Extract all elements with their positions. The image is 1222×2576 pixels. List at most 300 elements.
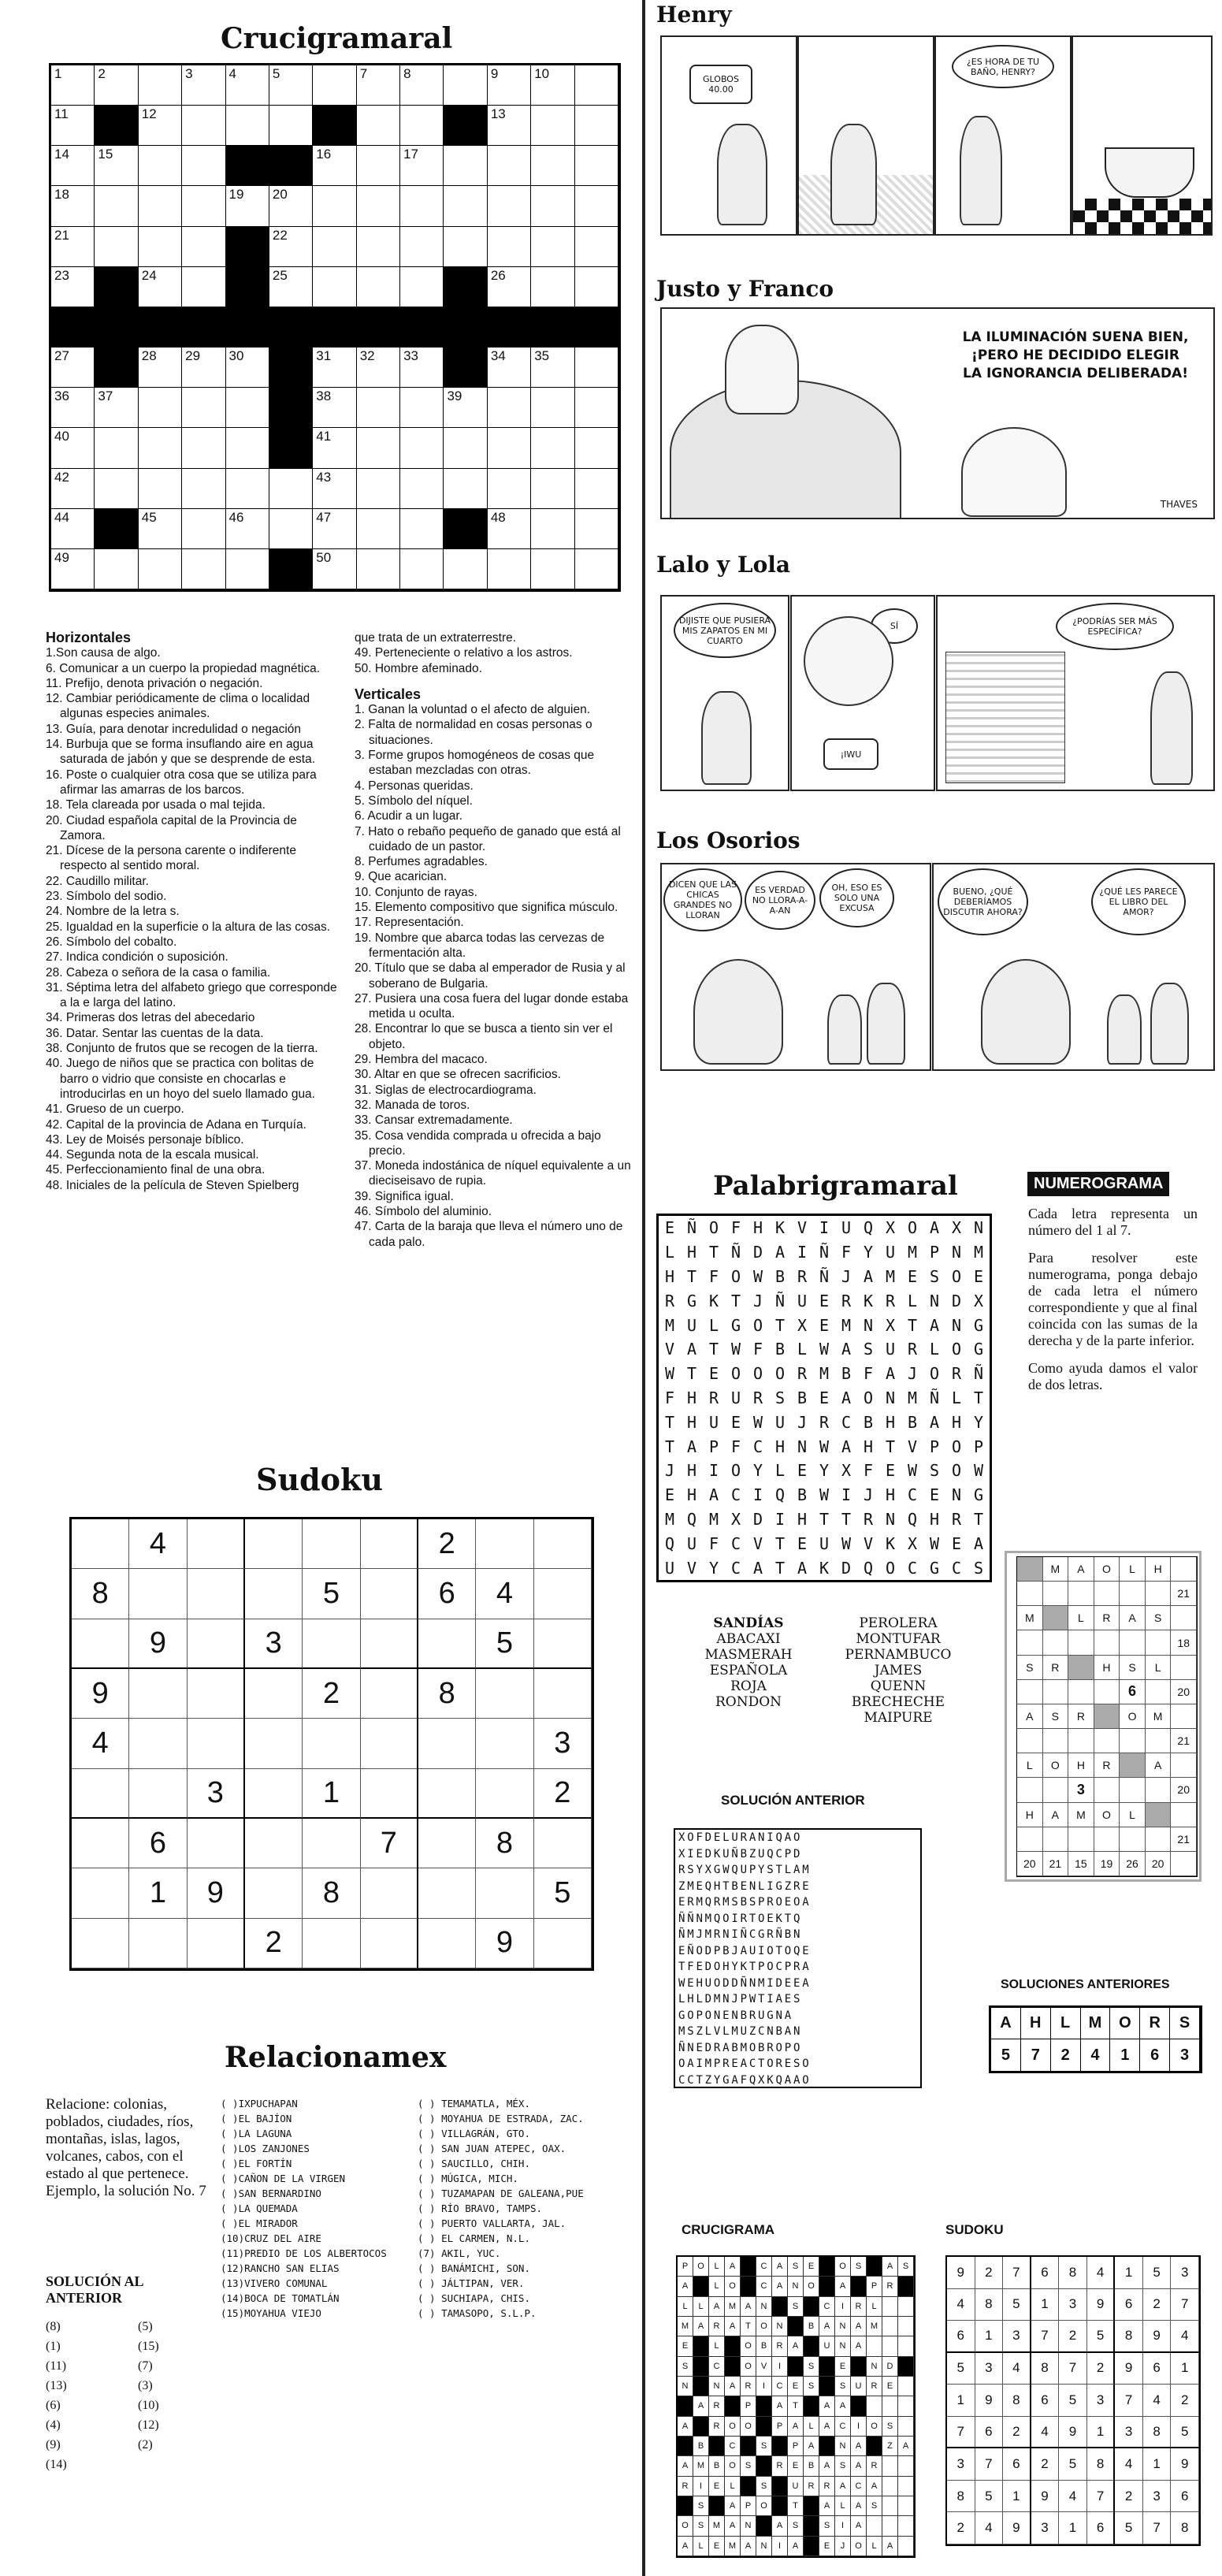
wordsearch-letter[interactable]: X [951,1218,962,1238]
sudoku-cell[interactable] [361,1669,418,1719]
wordsearch-letter[interactable]: T [664,1437,675,1456]
numerograma-cell[interactable]: L [1120,1557,1146,1582]
wordsearch-letter[interactable]: R [664,1291,675,1310]
numerograma-cell[interactable]: A [1068,1557,1094,1582]
wordsearch-letter[interactable]: C [730,1485,741,1505]
wordsearch-letter[interactable]: E [973,1266,984,1286]
numerograma-cell[interactable] [1017,1778,1043,1802]
crossword-cell[interactable] [488,267,531,307]
wordsearch-letter[interactable]: A [929,1412,940,1432]
sudoku-cell[interactable] [534,1669,592,1719]
crossword-cell[interactable] [488,186,531,226]
numerograma-cell[interactable]: L [1017,1753,1043,1778]
sudoku-cell[interactable] [129,1569,187,1619]
numerograma-cell[interactable] [1094,1630,1120,1655]
crossword-cell[interactable] [531,509,574,549]
crossword-cell[interactable] [139,428,182,468]
wordsearch-letter[interactable]: E [819,1315,830,1335]
crossword-cell[interactable] [313,65,356,106]
wordsearch-letter[interactable]: E [885,1461,896,1481]
wordsearch-letter[interactable]: F [730,1437,741,1456]
wordsearch-letter[interactable]: W [907,1461,918,1481]
sudoku-cell[interactable] [534,1819,592,1868]
sudoku-cell[interactable] [129,1719,187,1768]
crossword-cell[interactable] [51,348,95,388]
sudoku-cell[interactable] [361,1719,418,1768]
crossword-cell[interactable] [95,186,138,226]
wordsearch-letter[interactable]: C [907,1558,918,1578]
wordsearch-letter[interactable]: B [797,1485,808,1505]
wordsearch-letter[interactable]: H [686,1485,697,1505]
sudoku-cell[interactable] [129,1919,187,1968]
wordsearch-letter[interactable]: I [797,1243,808,1262]
wordsearch-letter[interactable]: A [774,1243,786,1262]
sudoku-cell[interactable] [303,1619,360,1669]
numerograma-cell[interactable] [1120,1753,1146,1778]
crossword-cell[interactable] [488,227,531,267]
wordsearch-letter[interactable]: K [885,1533,896,1553]
crossword-cell[interactable] [575,348,618,388]
wordsearch-letter[interactable]: X [907,1533,918,1553]
wordsearch-letter[interactable]: U [819,1533,830,1553]
sudoku-cell[interactable] [72,1919,129,1968]
crossword-cell[interactable] [357,469,400,509]
sudoku-cell[interactable] [245,1819,303,1868]
crossword-cell[interactable] [51,428,95,468]
sudoku-cell[interactable] [72,1769,129,1819]
wordsearch-letter[interactable]: T [973,1388,984,1407]
crossword-cell[interactable] [357,388,400,428]
wordsearch-letter[interactable]: S [929,1266,940,1286]
crossword-cell[interactable] [400,65,444,106]
sudoku-cell[interactable] [534,1619,592,1669]
sudoku-cell[interactable] [188,1669,245,1719]
wordsearch-letter[interactable]: M [708,1509,719,1529]
wordsearch-letter[interactable]: R [907,1340,918,1359]
wordsearch-letter[interactable]: T [664,1412,675,1432]
wordsearch-letter[interactable]: O [951,1461,962,1481]
wordsearch-letter[interactable]: A [752,1558,763,1578]
crossword-cell[interactable] [269,469,313,509]
wordsearch-letter[interactable]: E [819,1291,830,1310]
wordsearch-letter[interactable]: O [730,1364,741,1384]
wordsearch-letter[interactable]: Y [708,1558,719,1578]
wordsearch-letter[interactable]: O [951,1437,962,1456]
wordsearch-letter[interactable]: I [774,1509,786,1529]
wordsearch-letter[interactable]: F [863,1364,874,1384]
crossword-cell[interactable] [531,106,574,146]
wordsearch-letter[interactable]: H [863,1437,874,1456]
crossword-cell[interactable] [531,227,574,267]
wordsearch-letter[interactable]: R [951,1364,962,1384]
wordsearch-letter[interactable]: V [907,1437,918,1456]
crossword-cell[interactable] [357,227,400,267]
wordsearch-letter[interactable]: Q [686,1509,697,1529]
crossword-cell[interactable] [313,186,356,226]
crossword-cell[interactable] [182,348,225,388]
wordsearch-letter[interactable]: F [841,1243,852,1262]
crossword-cell[interactable] [531,348,574,388]
wordsearch-letter[interactable]: O [730,1461,741,1481]
sudoku-cell[interactable] [245,1868,303,1918]
wordsearch-letter[interactable]: M [664,1315,675,1335]
numerograma-cell[interactable] [1146,1729,1172,1753]
wordsearch-letter[interactable]: D [841,1558,852,1578]
wordsearch-letter[interactable]: H [686,1461,697,1481]
crossword-cell[interactable] [51,267,95,307]
wordsearch-letter[interactable]: C [951,1558,962,1578]
wordsearch-letter[interactable]: M [907,1388,918,1407]
sudoku-cell[interactable] [476,1868,533,1918]
wordsearch-letter[interactable]: M [885,1266,896,1286]
numerograma-cell[interactable]: H [1068,1753,1094,1778]
numerograma-cell[interactable]: H [1017,1803,1043,1827]
crossword-cell[interactable] [51,388,95,428]
crossword-cell[interactable] [182,186,225,226]
crossword-cell[interactable] [313,549,356,589]
sudoku-cell[interactable] [476,1769,533,1819]
wordsearch-letter[interactable]: O [907,1218,918,1238]
numerograma-cell[interactable]: M [1043,1557,1069,1582]
sudoku-cell[interactable] [188,1619,245,1669]
wordsearch-letter[interactable]: F [664,1388,675,1407]
crossword-cell[interactable] [575,388,618,428]
crossword-cell[interactable] [95,428,138,468]
crossword-cell[interactable] [226,388,269,428]
wordsearch-letter[interactable]: V [664,1340,675,1359]
wordsearch-letter[interactable]: R [797,1266,808,1286]
wordsearch-letter[interactable]: T [686,1266,697,1286]
sudoku-cell[interactable] [418,1919,476,1968]
numerograma-cell[interactable] [1043,1630,1069,1655]
numerograma-cell[interactable]: L [1146,1656,1172,1680]
wordsearch-letter[interactable]: T [708,1243,719,1262]
crossword-cell[interactable] [313,509,356,549]
wordsearch-letter[interactable]: R [708,1388,719,1407]
wordsearch-letter[interactable]: E [730,1412,741,1432]
crossword-cell[interactable] [400,267,444,307]
crossword-cell[interactable] [226,106,269,146]
sudoku-cell[interactable] [245,1519,303,1569]
numerograma-cell[interactable] [1094,1680,1120,1704]
numerograma-cell[interactable] [1146,1582,1172,1606]
wordsearch-letter[interactable]: L [774,1461,786,1481]
wordsearch-letter[interactable]: T [819,1509,830,1529]
crossword-cell[interactable] [531,146,574,186]
numerograma-cell[interactable]: S [1043,1704,1069,1729]
numerograma-cell[interactable]: M [1146,1704,1172,1729]
wordsearch-letter[interactable]: V [752,1533,763,1553]
wordsearch-letter[interactable]: H [797,1509,808,1529]
crossword-cell[interactable] [139,549,182,589]
wordsearch-letter[interactable]: C [752,1437,763,1456]
crossword-cell[interactable] [575,65,618,106]
sudoku-cell[interactable] [245,1569,303,1619]
crossword-cell[interactable] [313,227,356,267]
wordsearch-letter[interactable]: L [907,1291,918,1310]
crossword-cell[interactable] [400,348,444,388]
numerograma-cell[interactable] [1120,1582,1146,1606]
wordsearch-letter[interactable]: V [686,1558,697,1578]
numerograma-cell[interactable] [1043,1778,1069,1802]
wordsearch-letter[interactable]: Ñ [774,1291,786,1310]
wordsearch-letter[interactable]: K [819,1558,830,1578]
wordsearch-letter[interactable]: Ñ [686,1218,697,1238]
crossword-cell[interactable] [226,186,269,226]
wordsearch-letter[interactable]: L [951,1388,962,1407]
wordsearch-letter[interactable]: N [885,1509,896,1529]
wordsearch-letter[interactable]: T [774,1533,786,1553]
crossword-cell[interactable] [139,348,182,388]
wordsearch-letter[interactable]: J [907,1364,918,1384]
wordsearch-letter[interactable]: V [863,1533,874,1553]
sudoku-cell[interactable] [418,1719,476,1768]
crossword-cell[interactable] [400,227,444,267]
wordsearch-letter[interactable]: A [863,1266,874,1286]
wordsearch-letter[interactable]: W [929,1533,940,1553]
crossword-cell[interactable] [488,348,531,388]
wordsearch-letter[interactable]: H [929,1509,940,1529]
numerograma-cell[interactable]: M [1017,1606,1043,1630]
crossword-cell[interactable] [444,549,487,589]
wordsearch-letter[interactable]: N [951,1243,962,1262]
wordsearch-letter[interactable]: U [885,1340,896,1359]
crossword-cell[interactable] [488,509,531,549]
wordsearch-letter[interactable]: U [774,1412,786,1432]
wordsearch-letter[interactable]: T [774,1558,786,1578]
sudoku-cell[interactable] [361,1769,418,1819]
wordsearch-letter[interactable]: D [951,1291,962,1310]
wordsearch-letter[interactable]: A [841,1388,852,1407]
crossword-cell[interactable] [226,348,269,388]
numerograma-cell[interactable]: R [1068,1704,1094,1729]
wordsearch-letter[interactable]: T [730,1291,741,1310]
sudoku-cell[interactable] [361,1569,418,1619]
numerograma-cell[interactable]: S [1017,1656,1043,1680]
crossword-cell[interactable] [95,146,138,186]
wordsearch-letter[interactable]: F [708,1533,719,1553]
wordsearch-letter[interactable]: J [664,1461,675,1481]
crossword-cell[interactable] [182,65,225,106]
numerograma-cell[interactable] [1094,1827,1120,1852]
wordsearch-letter[interactable]: O [774,1364,786,1384]
crossword-cell[interactable] [51,549,95,589]
crossword-cell[interactable] [139,146,182,186]
wordsearch-letter[interactable]: R [863,1509,874,1529]
wordsearch-letter[interactable]: H [686,1243,697,1262]
sudoku-cell[interactable] [72,1519,129,1569]
crossword-cell[interactable] [95,227,138,267]
crossword-cell[interactable] [182,509,225,549]
sudoku-cell[interactable] [245,1769,303,1819]
numerograma-cell[interactable]: A [1043,1803,1069,1827]
wordsearch-letter[interactable]: Y [973,1412,984,1432]
sudoku-cell[interactable] [188,1819,245,1868]
crossword-cell[interactable] [182,267,225,307]
wordsearch-letter[interactable]: H [951,1412,962,1432]
crossword-cell[interactable] [444,186,487,226]
numerograma-cell[interactable]: S [1120,1656,1146,1680]
numerograma-cell[interactable]: O [1094,1803,1120,1827]
crossword-cell[interactable] [531,388,574,428]
wordsearch-letter[interactable]: O [752,1315,763,1335]
numerograma-cell[interactable]: S [1146,1606,1172,1630]
crossword-cell[interactable] [531,65,574,106]
wordsearch-letter[interactable]: O [951,1340,962,1359]
wordsearch-letter[interactable]: I [708,1461,719,1481]
crossword-cell[interactable] [51,106,95,146]
wordsearch-letter[interactable]: F [730,1218,741,1238]
crossword-cell[interactable] [357,267,400,307]
wordsearch-letter[interactable]: H [774,1437,786,1456]
wordsearch-letter[interactable]: E [907,1266,918,1286]
crossword-cell[interactable] [139,65,182,106]
wordsearch-letter[interactable]: Ñ [929,1388,940,1407]
wordsearch-letter[interactable]: X [885,1218,896,1238]
crossword-cell[interactable] [531,428,574,468]
sudoku-cell[interactable] [418,1619,476,1669]
crossword-cell[interactable] [95,469,138,509]
sudoku-cell[interactable] [303,1519,360,1569]
wordsearch-letter[interactable]: U [730,1388,741,1407]
wordsearch-letter[interactable]: R [797,1364,808,1384]
sudoku-cell[interactable] [303,1919,360,1968]
crossword-cell[interactable] [575,549,618,589]
numerograma-cell[interactable] [1146,1803,1172,1827]
crossword-cell[interactable] [400,469,444,509]
sudoku-cell[interactable] [303,1819,360,1868]
numerograma-cell[interactable] [1017,1557,1043,1582]
crossword-cell[interactable] [269,227,313,267]
wordsearch-letter[interactable]: Q [774,1485,786,1505]
crossword-cell[interactable] [226,65,269,106]
crossword-cell[interactable] [575,267,618,307]
numerograma-cell[interactable] [1120,1630,1146,1655]
sudoku-cell[interactable] [534,1519,592,1569]
wordsearch-letter[interactable]: E [708,1364,719,1384]
crossword-cell[interactable] [357,106,400,146]
crossword-cell[interactable] [51,65,95,106]
crossword-cell[interactable] [444,146,487,186]
wordsearch-letter[interactable]: Y [752,1461,763,1481]
crossword-cell[interactable] [444,227,487,267]
numerograma-cell[interactable] [1068,1729,1094,1753]
wordsearch-letter[interactable]: T [907,1315,918,1335]
wordsearch-letter[interactable]: O [951,1266,962,1286]
crossword-cell[interactable] [139,509,182,549]
wordsearch-letter[interactable]: P [973,1437,984,1456]
wordsearch-letter[interactable]: H [885,1412,896,1432]
numerograma-cell[interactable]: H [1094,1656,1120,1680]
wordsearch-letter[interactable]: H [664,1266,675,1286]
crossword-cell[interactable] [313,469,356,509]
wordsearch-letter[interactable]: C [841,1412,852,1432]
wordsearch-letter[interactable]: L [664,1243,675,1262]
wordsearch-letter[interactable]: E [797,1461,808,1481]
wordsearch-letter[interactable]: A [885,1364,896,1384]
crossword-cell[interactable] [488,65,531,106]
crossword-cell[interactable] [444,469,487,509]
wordsearch-letter[interactable]: Ñ [819,1266,830,1286]
wordsearch-letter[interactable]: O [752,1364,763,1384]
numerograma-cell[interactable]: H [1146,1557,1172,1582]
sudoku-cell[interactable] [361,1919,418,1968]
crossword-cell[interactable] [575,227,618,267]
wordsearch-letter[interactable]: G [730,1315,741,1335]
wordsearch-letter[interactable]: R [752,1388,763,1407]
wordsearch-letter[interactable]: T [774,1315,786,1335]
crossword-cell[interactable] [139,469,182,509]
sudoku-cell[interactable] [361,1868,418,1918]
wordsearch-letter[interactable]: V [797,1218,808,1238]
wordsearch-letter[interactable]: T [841,1509,852,1529]
wordsearch-letter[interactable]: O [885,1558,896,1578]
crossword-cell[interactable] [400,509,444,549]
wordsearch-letter[interactable]: X [797,1315,808,1335]
wordsearch-letter[interactable]: U [885,1243,896,1262]
wordsearch-letter[interactable]: X [885,1315,896,1335]
numerograma-cell[interactable]: 3 [1068,1778,1094,1802]
numerograma-cell[interactable] [1146,1778,1172,1802]
wordsearch-letter[interactable]: Y [863,1243,874,1262]
crossword-cell[interactable] [531,469,574,509]
crossword-grid[interactable] [49,63,621,592]
wordsearch-letter[interactable]: W [819,1340,830,1359]
numerograma-grid[interactable] [1016,1556,1198,1877]
wordsearch-letter[interactable]: U [664,1558,675,1578]
wordsearch-letter[interactable]: M [664,1509,675,1529]
numerograma-cell[interactable] [1068,1630,1094,1655]
wordsearch-letter[interactable]: E [819,1388,830,1407]
numerograma-cell[interactable] [1146,1827,1172,1852]
numerograma-cell[interactable] [1146,1680,1172,1704]
crossword-cell[interactable] [531,267,574,307]
wordsearch-letter[interactable]: B [863,1412,874,1432]
wordsearch-letter[interactable]: U [708,1412,719,1432]
numerograma-cell[interactable]: R [1043,1656,1069,1680]
wordsearch-letter[interactable]: A [708,1485,719,1505]
crossword-cell[interactable] [357,146,400,186]
wordsearch-letter[interactable]: S [774,1388,786,1407]
crossword-cell[interactable] [182,106,225,146]
crossword-cell[interactable] [357,65,400,106]
crossword-cell[interactable] [226,549,269,589]
numerograma-cell[interactable] [1017,1630,1043,1655]
wordsearch-letter[interactable]: O [708,1218,719,1238]
numerograma-cell[interactable] [1043,1827,1069,1852]
crossword-cell[interactable] [444,388,487,428]
numerograma-cell[interactable] [1146,1630,1172,1655]
numerograma-cell[interactable] [1043,1729,1069,1753]
wordsearch-letter[interactable]: B [841,1364,852,1384]
wordsearch-letter[interactable]: N [973,1218,984,1238]
numerograma-cell[interactable] [1094,1729,1120,1753]
crossword-cell[interactable] [357,428,400,468]
wordsearch-letter[interactable]: W [752,1266,763,1286]
wordsearch-letter[interactable]: N [863,1315,874,1335]
numerograma-cell[interactable]: M [1068,1803,1094,1827]
numerograma-cell[interactable]: R [1094,1753,1120,1778]
sudoku-cell[interactable] [188,1519,245,1569]
wordsearch-letter[interactable]: B [774,1340,786,1359]
sudoku-cell[interactable] [476,1519,533,1569]
wordsearch-letter[interactable]: T [885,1437,896,1456]
crossword-cell[interactable] [575,186,618,226]
crossword-cell[interactable] [139,388,182,428]
sudoku-cell[interactable] [418,1819,476,1868]
wordsearch-letter[interactable]: S [863,1340,874,1359]
sudoku-cell[interactable] [361,1519,418,1569]
